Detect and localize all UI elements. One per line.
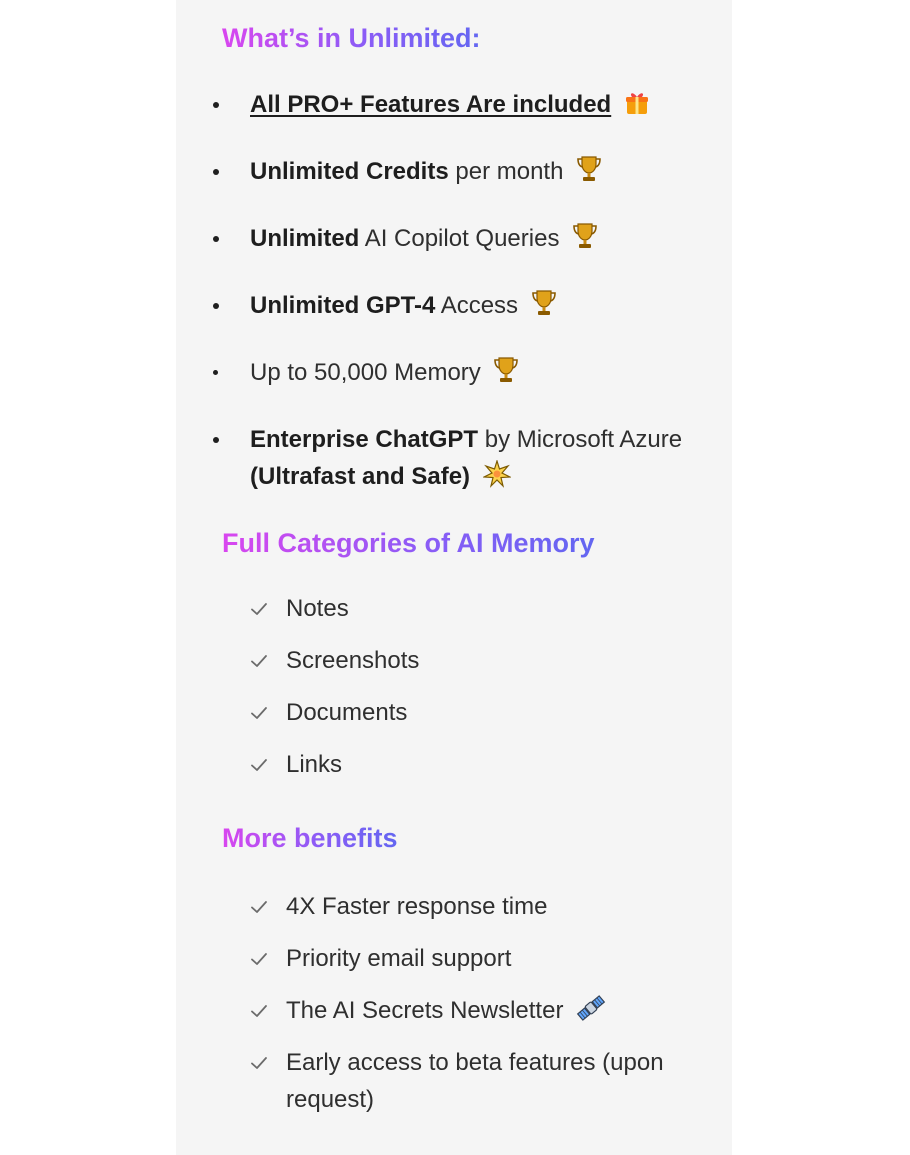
bullet-icon: [213, 102, 219, 108]
bullet-icon: [213, 437, 219, 443]
list-item: Screenshots: [286, 647, 420, 674]
check-icon: [248, 754, 272, 778]
list-item: 4X Faster response time: [286, 893, 548, 920]
unlimited-heading: What’s in Unlimited:: [222, 23, 481, 53]
list-item: [250, 354, 710, 391]
trophy-icon: [493, 356, 519, 384]
bullet-icon: [213, 169, 219, 175]
feature-bold-text: Enterprise ChatGPT: [250, 426, 479, 453]
check-icon: [248, 948, 272, 972]
sparkle-burst-icon: [483, 460, 511, 488]
list-item: [250, 220, 710, 257]
feature-text: AI Copilot Queries: [359, 225, 560, 252]
benefits-heading: More benefits: [222, 823, 398, 853]
feature-bold-text[interactable]: All PRO+ Features Are included: [250, 91, 612, 118]
list-item: Notes: [286, 595, 349, 622]
list-item: [250, 421, 690, 495]
categories-heading: Full Categories of AI Memory: [222, 528, 595, 558]
gift-icon: [624, 90, 650, 116]
check-icon: [248, 1052, 272, 1076]
list-item: Links: [286, 751, 343, 778]
bullet-icon: [213, 303, 219, 309]
bullet-icon: [213, 370, 218, 375]
feature-bold-text: Unlimited GPT-4: [250, 292, 436, 319]
trophy-icon: [572, 222, 598, 250]
list-item: Documents: [286, 699, 408, 726]
feature-text: Access: [435, 292, 519, 319]
feature-bold-text: Unlimited Credits: [250, 158, 449, 185]
newsletter-text: The AI Secrets Newsletter: [286, 997, 564, 1024]
trophy-icon: [576, 155, 602, 183]
satellite-icon: [576, 994, 606, 1022]
check-icon: [248, 1000, 272, 1024]
check-icon: [248, 702, 272, 726]
list-item: Priority email support: [286, 945, 512, 972]
list-item: [250, 287, 710, 324]
check-icon: [248, 598, 272, 622]
feature-text: Up to 50,000 Memory: [250, 359, 481, 386]
list-item: Early access to beta features (upon request): [286, 1049, 664, 1113]
list-item: [250, 86, 710, 123]
bullet-icon: [213, 236, 219, 242]
check-icon: [248, 896, 272, 920]
check-icon: [248, 650, 272, 674]
feature-bold-text-2: (Ultrafast and Safe): [250, 463, 471, 490]
feature-bold-text: Unlimited: [250, 225, 360, 252]
list-item: [286, 992, 706, 1029]
trophy-icon: [531, 289, 557, 317]
feature-text: by Microsoft Azure: [478, 426, 683, 453]
feature-text: per month: [448, 158, 564, 185]
list-item: [250, 153, 710, 190]
